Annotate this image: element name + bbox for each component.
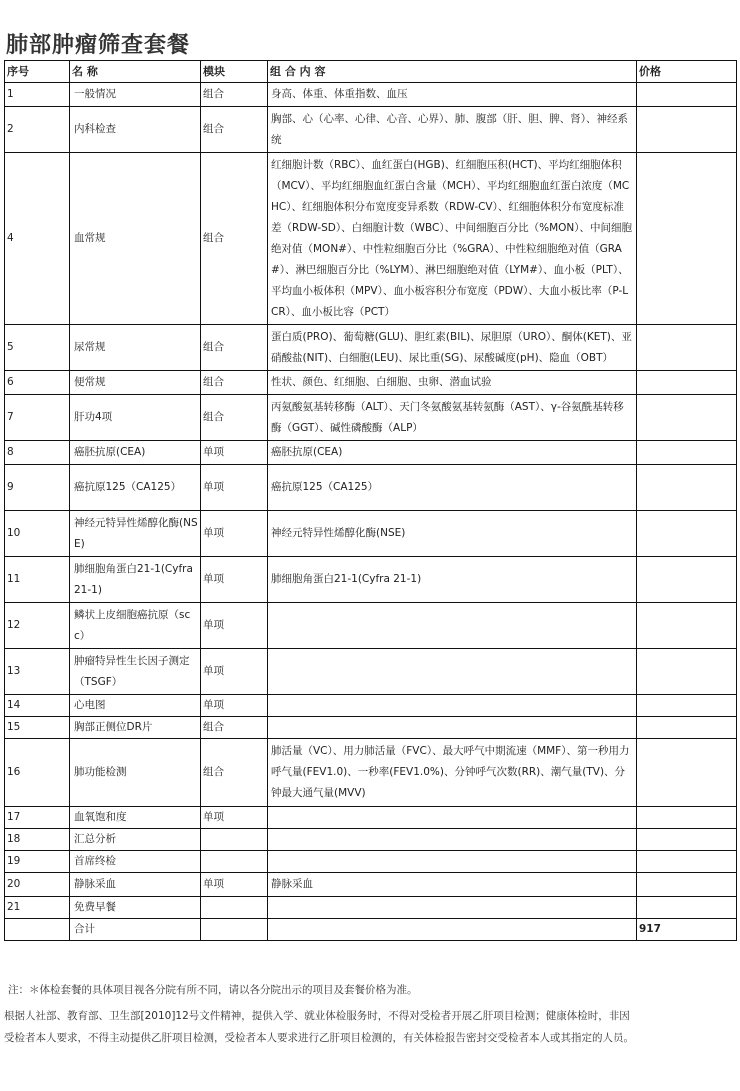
row-content bbox=[268, 695, 637, 717]
table-row bbox=[5, 851, 737, 873]
row-name: 血氧饱和度 bbox=[70, 807, 201, 829]
row-module: 组合 bbox=[201, 739, 268, 807]
row-name: 癌抗原125（CA125） bbox=[70, 465, 201, 511]
row-content bbox=[268, 717, 637, 739]
row-module: 组合 bbox=[201, 153, 268, 325]
row-price bbox=[637, 153, 737, 325]
row-name: 鳞状上皮细胞癌抗原（scc） bbox=[70, 603, 201, 649]
row-number: 4 bbox=[5, 153, 70, 325]
row-name: 免费早餐 bbox=[70, 897, 201, 919]
table-row bbox=[5, 325, 737, 371]
row-price bbox=[637, 897, 737, 919]
table-row bbox=[5, 717, 737, 739]
row-price bbox=[637, 395, 737, 441]
row-name: 肺细胞角蛋白21-1(Cyfra 21-1) bbox=[70, 557, 201, 603]
row-content: 癌胚抗原(CEA) bbox=[268, 441, 637, 465]
table-body bbox=[5, 83, 737, 919]
row-price bbox=[637, 371, 737, 395]
row-price bbox=[637, 83, 737, 107]
row-number: 1 bbox=[5, 83, 70, 107]
table-row bbox=[5, 395, 737, 441]
total-label: 合计 bbox=[70, 919, 201, 941]
row-content bbox=[268, 603, 637, 649]
total-row bbox=[5, 919, 737, 941]
row-module: 组合 bbox=[201, 717, 268, 739]
row-module: 组合 bbox=[201, 325, 268, 371]
row-content bbox=[268, 829, 637, 851]
row-number: 6 bbox=[5, 371, 70, 395]
row-name: 肺功能检测 bbox=[70, 739, 201, 807]
row-content bbox=[268, 807, 637, 829]
header-content: 组 合 内 容 bbox=[268, 61, 637, 83]
row-content: 丙氨酸氨基转移酶（ALT）、天门冬氨酸氨基转氨酶（AST）、γ-谷氨酰基转移酶（GGT）、碱性磷酸酶（ALP） bbox=[268, 395, 637, 441]
total-content bbox=[268, 919, 637, 941]
row-content: 红细胞计数（RBC）、血红蛋白(HGB)、红细胞压积(HCT)、平均红细胞体积（MCV）、平均红细胞血红蛋白含量（MCH）、平均红细胞血红蛋白浓度（MCHC）、红细胞体积分布宽度变异系数（RDW-CV）、红细胞体积分布宽度标准差（RDW-SD）、白细胞计数（WBC）、中间细胞百分比（%MON）、中间细胞绝对值（MON#）、中性粒细胞百分比（%GRA）、中性粒细胞绝对值（GRA#）、淋巴细胞百分比（%LYM）、淋巴细胞绝对值（LYM#）、血小板（PLT）、平均血小板体积（MPV）、血小板容积分布宽度（PDW）、大血小板比率（P-LCR）、血小板比容（PCT） bbox=[268, 153, 637, 325]
row-number: 9 bbox=[5, 465, 70, 511]
row-name: 汇总分析 bbox=[70, 829, 201, 851]
table-row bbox=[5, 557, 737, 603]
row-name: 内科检查 bbox=[70, 107, 201, 153]
row-price bbox=[637, 717, 737, 739]
row-content bbox=[268, 897, 637, 919]
row-content: 肺活量（VC）、用力肺活量（FVC）、最大呼气中期流速（MMF）、第一秒用力呼气量(FEV1.0)、一秒率(FEV1.0%)、分钟呼气次数(RR)、潮气量(TV)、分钟最大通气量(MVV) bbox=[268, 739, 637, 807]
row-price bbox=[637, 441, 737, 465]
row-number: 12 bbox=[5, 603, 70, 649]
table-row bbox=[5, 695, 737, 717]
row-module: 单项 bbox=[201, 465, 268, 511]
row-content: 神经元特异性烯醇化酶(NSE) bbox=[268, 511, 637, 557]
row-price bbox=[637, 107, 737, 153]
row-price bbox=[637, 325, 737, 371]
row-price bbox=[637, 695, 737, 717]
row-price bbox=[637, 739, 737, 807]
row-module bbox=[201, 829, 268, 851]
table-row bbox=[5, 829, 737, 851]
row-number: 20 bbox=[5, 873, 70, 897]
row-content bbox=[268, 851, 637, 873]
row-content: 身高、体重、体重指数、血压 bbox=[268, 83, 637, 107]
total-module bbox=[201, 919, 268, 941]
row-content: 癌抗原125（CA125） bbox=[268, 465, 637, 511]
row-price bbox=[637, 603, 737, 649]
table-header-row bbox=[5, 61, 737, 83]
row-module: 单项 bbox=[201, 441, 268, 465]
row-module: 单项 bbox=[201, 649, 268, 695]
row-module: 组合 bbox=[201, 371, 268, 395]
row-number: 21 bbox=[5, 897, 70, 919]
row-content bbox=[268, 649, 637, 695]
row-price bbox=[637, 649, 737, 695]
table-row bbox=[5, 441, 737, 465]
header-module: 模块 bbox=[201, 61, 268, 83]
row-module: 组合 bbox=[201, 395, 268, 441]
table-row bbox=[5, 465, 737, 511]
row-module: 单项 bbox=[201, 511, 268, 557]
header-price: 价格 bbox=[637, 61, 737, 83]
row-module bbox=[201, 897, 268, 919]
row-content: 静脉采血 bbox=[268, 873, 637, 897]
row-price bbox=[637, 829, 737, 851]
row-price bbox=[637, 873, 737, 897]
total-price: 917 bbox=[637, 919, 737, 941]
row-name: 心电图 bbox=[70, 695, 201, 717]
row-number: 14 bbox=[5, 695, 70, 717]
row-name: 尿常规 bbox=[70, 325, 201, 371]
row-name: 神经元特异性烯醇化酶(NSE) bbox=[70, 511, 201, 557]
table-row bbox=[5, 153, 737, 325]
row-name: 血常规 bbox=[70, 153, 201, 325]
row-module: 单项 bbox=[201, 603, 268, 649]
row-number: 19 bbox=[5, 851, 70, 873]
row-name: 静脉采血 bbox=[70, 873, 201, 897]
row-name: 胸部正侧位DR片 bbox=[70, 717, 201, 739]
row-number: 13 bbox=[5, 649, 70, 695]
row-price bbox=[637, 465, 737, 511]
row-number: 10 bbox=[5, 511, 70, 557]
table-row bbox=[5, 739, 737, 807]
row-name: 肝功4项 bbox=[70, 395, 201, 441]
row-number: 15 bbox=[5, 717, 70, 739]
row-module: 单项 bbox=[201, 557, 268, 603]
table-row bbox=[5, 897, 737, 919]
row-content: 蛋白质(PRO)、葡萄糖(GLU)、胆红素(BIL)、尿胆原（URO）、酮体(KET)、亚硝酸盐(NIT)、白细胞(LEU)、尿比重(SG)、尿酸碱度(pH)、隐血（OBT） bbox=[268, 325, 637, 371]
row-number: 16 bbox=[5, 739, 70, 807]
row-price bbox=[637, 807, 737, 829]
row-name: 首席终检 bbox=[70, 851, 201, 873]
table-row bbox=[5, 511, 737, 557]
row-price bbox=[637, 851, 737, 873]
row-number: 5 bbox=[5, 325, 70, 371]
total-no bbox=[5, 919, 70, 941]
row-number: 17 bbox=[5, 807, 70, 829]
note-text: 注：＊体检套餐的具体项目视各分院有所不同，请以各分院出示的项目及套餐价格为准。 bbox=[8, 984, 418, 996]
row-name: 癌胚抗原(CEA) bbox=[70, 441, 201, 465]
row-content: 胸部、心（心率、心律、心音、心界）、肺、腹部（肝、胆、脾、肾）、神经系统 bbox=[268, 107, 637, 153]
row-module: 单项 bbox=[201, 807, 268, 829]
row-name: 肿瘤特异性生长因子测定（TSGF） bbox=[70, 649, 201, 695]
row-module: 单项 bbox=[201, 873, 268, 897]
table-row bbox=[5, 649, 737, 695]
row-content: 肺细胞角蛋白21-1(Cyfra 21-1) bbox=[268, 557, 637, 603]
row-content: 性状、颜色、红细胞、白细胞、虫卵、潜血试验 bbox=[268, 371, 637, 395]
row-module: 单项 bbox=[201, 695, 268, 717]
row-name: 一般情况 bbox=[70, 83, 201, 107]
table-row bbox=[5, 603, 737, 649]
page-title: 肺部肿瘤筛查套餐 bbox=[6, 32, 191, 58]
table-row bbox=[5, 107, 737, 153]
row-number: 7 bbox=[5, 395, 70, 441]
policy-text: 根据人社部、教育部、卫生部[2010]12号文件精神，提供入学、就业体检服务时，不得对受检者开展乙肝项目检测；健康体检时，非因受检者本人要求，不得主动提供乙肝项目检测，受检者本人要求进行乙肝项目检测的，有关体检报告密封交受检者本人或其指定的人员。 bbox=[4, 1010, 634, 1044]
row-price bbox=[637, 557, 737, 603]
table-row bbox=[5, 807, 737, 829]
row-module: 组合 bbox=[201, 83, 268, 107]
row-module bbox=[201, 851, 268, 873]
header-no: 序号 bbox=[5, 61, 70, 83]
row-name: 便常规 bbox=[70, 371, 201, 395]
row-price bbox=[637, 511, 737, 557]
header-name: 名 称 bbox=[70, 61, 201, 83]
table-row bbox=[5, 371, 737, 395]
row-number: 18 bbox=[5, 829, 70, 851]
row-module: 组合 bbox=[201, 107, 268, 153]
row-number: 8 bbox=[5, 441, 70, 465]
package-table bbox=[4, 60, 737, 941]
table-row bbox=[5, 83, 737, 107]
row-number: 2 bbox=[5, 107, 70, 153]
row-number: 11 bbox=[5, 557, 70, 603]
table-row bbox=[5, 873, 737, 897]
